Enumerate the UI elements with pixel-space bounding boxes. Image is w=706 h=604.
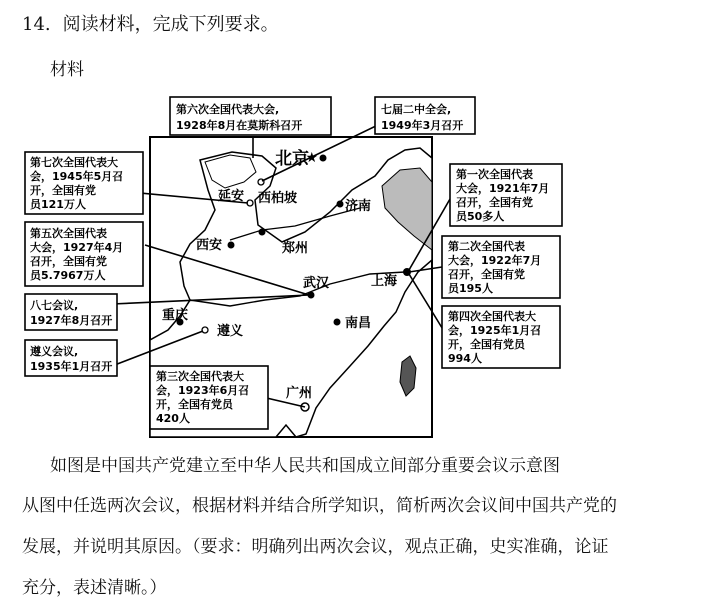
second-line-1: 第二次全国代表: [448, 240, 525, 253]
fifth-line-2: 大会，1927年4月: [30, 241, 124, 254]
zhengzhou-marker: [259, 229, 266, 236]
city-label-jinan: 济南: [345, 199, 372, 214]
third-line-4: 420人: [156, 412, 190, 425]
city-label-nanchang: 南昌: [345, 316, 372, 331]
jinan-marker: [337, 201, 344, 208]
seventh-line-2: 会，1945年5月召: [30, 170, 124, 183]
plenum-line-1: 七届二中全会,: [381, 103, 452, 116]
nanchang-marker: [334, 319, 341, 326]
fifth-line-3: 召开，全国有党: [30, 255, 107, 268]
city-label-chongqing: 重庆: [162, 308, 189, 323]
city-label-zhengzhou: 郑州: [282, 241, 309, 256]
fourth-line-4: 994人: [448, 352, 482, 365]
first-line-1: 第一次全国代表: [456, 168, 533, 181]
second-line-4: 员195人: [448, 282, 493, 295]
zunyi-marker: [202, 327, 208, 333]
question-number: 14.: [22, 14, 51, 35]
plenum-line-2: 1949年3月召开: [381, 119, 464, 132]
city-label-yanan: 延安: [218, 189, 245, 204]
aug7-line-1: 八七会议,: [30, 299, 79, 312]
fourth-line-2: 会，1925年1月召: [448, 324, 542, 337]
seventh-line-3: 开，全国有党: [30, 184, 96, 197]
sixth-line-2: 1928年8月在莫斯科召开: [176, 119, 303, 132]
xian-marker: [228, 242, 235, 249]
city-label-guangzhou: 广州: [286, 386, 313, 401]
third-line-3: 开，全国有党员: [156, 398, 233, 411]
zunyi-line-1: 遵义会议,: [30, 345, 79, 358]
beijing-star-icon: ★: [305, 150, 318, 166]
first-line-3: 召开，全国有党: [456, 196, 533, 209]
beijing-marker: [320, 155, 327, 162]
paragraph-line-2: 从图中任选两次会议，根据材料并结合所学知识，简析两次会议间中国共产党的: [22, 496, 617, 516]
fourth-line-3: 开，全国有党员: [448, 338, 525, 351]
question-prompt: 阅读材料，完成下列要求。: [62, 14, 279, 35]
fourth-line-1: 第四次全国代表大: [448, 310, 536, 323]
material-label: 材料: [50, 60, 84, 80]
sixth-line-1: 第六次全国代表大会,: [176, 103, 280, 116]
city-label-zunyi: 遵义: [217, 324, 244, 339]
second-line-2: 大会，1922年7月: [448, 254, 542, 267]
paragraph-line-1: 如图是中国共产党建立至中华人民共和国成立间部分重要会议示意图: [50, 456, 560, 476]
city-label-beijing: 北京: [275, 149, 309, 169]
first-line-4: 员50多人: [456, 210, 505, 223]
third-line-1: 第三次全国代表大: [156, 370, 244, 383]
paragraph-line-4: 充分，表述清晰。）: [22, 578, 167, 598]
third-line-2: 会，1923年6月召: [156, 384, 250, 397]
aug7-line-2: 1927年8月召开: [30, 314, 113, 327]
city-label-xibaipo: 西柏坡: [258, 191, 298, 206]
fifth-line-1: 第五次全国代表: [30, 227, 107, 240]
paragraph-line-3: 发展，并说明其原因。（要求：明确列出两次会议，观点正确，史实准确，论证: [22, 537, 609, 557]
seventh-line-4: 员121万人: [30, 198, 86, 211]
seventh-line-1: 第七次全国代表大: [30, 156, 118, 169]
zunyi-line-2: 1935年1月召开: [30, 360, 113, 373]
city-label-xian: 西安: [196, 238, 223, 253]
second-line-3: 召开，全国有党: [448, 268, 525, 281]
first-line-2: 大会，1921年7月: [456, 182, 550, 195]
city-label-shanghai: 上海: [371, 274, 398, 289]
city-label-wuhan: 武汉: [303, 276, 330, 291]
fifth-line-4: 员5.7967万人: [30, 269, 106, 282]
